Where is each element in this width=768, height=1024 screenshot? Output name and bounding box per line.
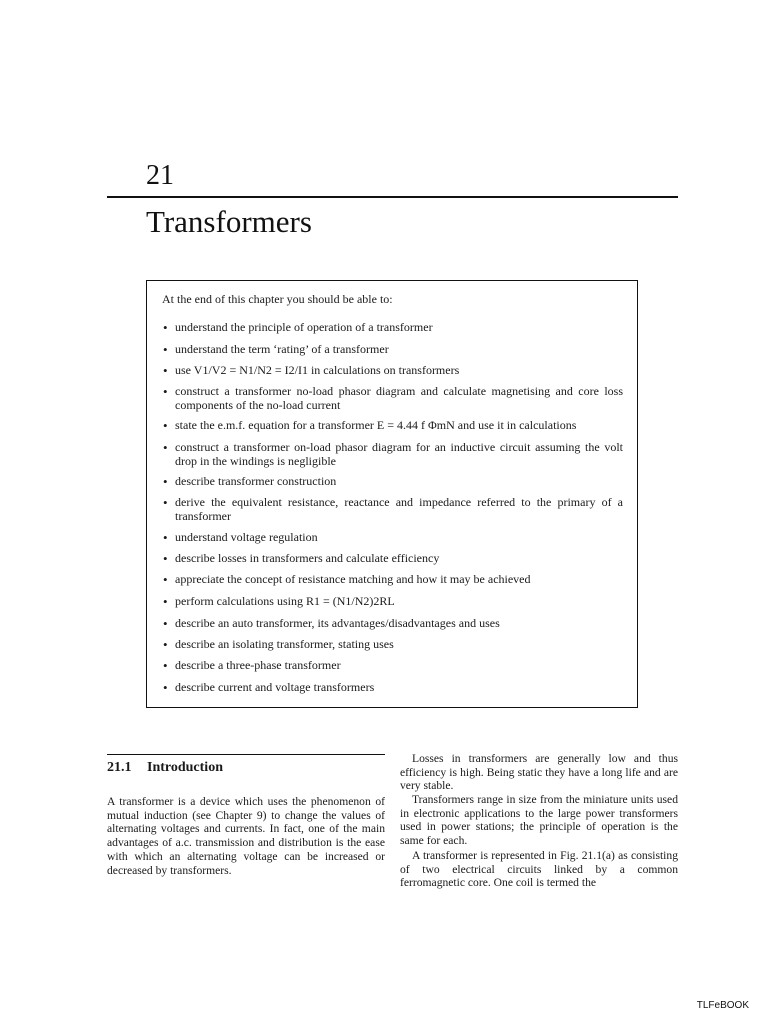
objective-item: • describe current and voltage transformers: [175, 681, 623, 695]
intro-paragraph: A transformer is a device which uses the phenomenon of mutual induction (see Chapter 9) to change the values of alternating voltages and currents. In fact, one of the main advantages of a.c. transmission and distribution is the ease with which an alternating voltage can be increased or decreased by transformers.: [107, 795, 385, 877]
objective-item: • construct a transformer no-load phasor diagram and calculate magnetising and core loss components of the no-load current: [175, 385, 623, 412]
objective-item: • describe an auto transformer, its advantages/disadvantages and uses: [175, 617, 623, 631]
footer-mark: TLFeBOOK: [696, 1000, 749, 1011]
objective-item: • state the e.m.f. equation for a transformer E = 4.44 f ΦmN and use it in calculations: [175, 419, 623, 433]
chapter-number: 21: [146, 160, 174, 191]
objective-item: • construct a transformer on-load phasor diagram for an inductive circuit assuming the volt drop in the windings is negligible: [175, 441, 623, 468]
objective-item: • perform calculations using R1 = (N1/N2)2RL: [175, 595, 623, 609]
section-rule: [107, 754, 385, 755]
section-number: 21.1: [107, 760, 132, 775]
objective-item: • describe an isolating transformer, stating uses: [175, 638, 623, 652]
objective-item: • derive the equivalent resistance, reactance and impedance referred to the primary of a transformer: [175, 496, 623, 523]
objectives-intro: At the end of this chapter you should be able to:: [162, 292, 393, 306]
objective-item: • understand voltage regulation: [175, 531, 623, 545]
objective-item: • describe a three-phase transformer: [175, 659, 623, 673]
chapter-rule: [107, 196, 678, 198]
objective-item: • appreciate the concept of resistance matching and how it may be achieved: [175, 573, 623, 587]
section-heading: [107, 759, 223, 776]
objective-item: • understand the term ‘rating’ of a transformer: [175, 343, 623, 357]
objective-item: • understand the principle of operation of a transformer: [175, 321, 623, 335]
chapter-title: Transformers: [146, 204, 312, 239]
losses-paragraph: Losses in transformers are generally low and thus efficiency is high. Being static they have a long life and are very stable.: [400, 752, 678, 793]
representation-paragraph: A transformer is represented in Fig. 21.1(a) as consisting of two electrical circuits linked by a common ferromagnetic core. One coil is termed the: [400, 849, 678, 890]
objectives-box: [146, 280, 638, 708]
range-paragraph: Transformers range in size from the miniature units used in electronic applications to the large power transformers used in power stations; the principle of operation is the same for each.: [400, 793, 678, 848]
section-title: Introduction: [147, 760, 223, 775]
objective-item: • describe transformer construction: [175, 475, 623, 489]
objective-item: • describe losses in transformers and calculate efficiency: [175, 552, 623, 566]
objective-item: • use V1/V2 = N1/N2 = I2/I1 in calculations on transformers: [175, 364, 623, 378]
